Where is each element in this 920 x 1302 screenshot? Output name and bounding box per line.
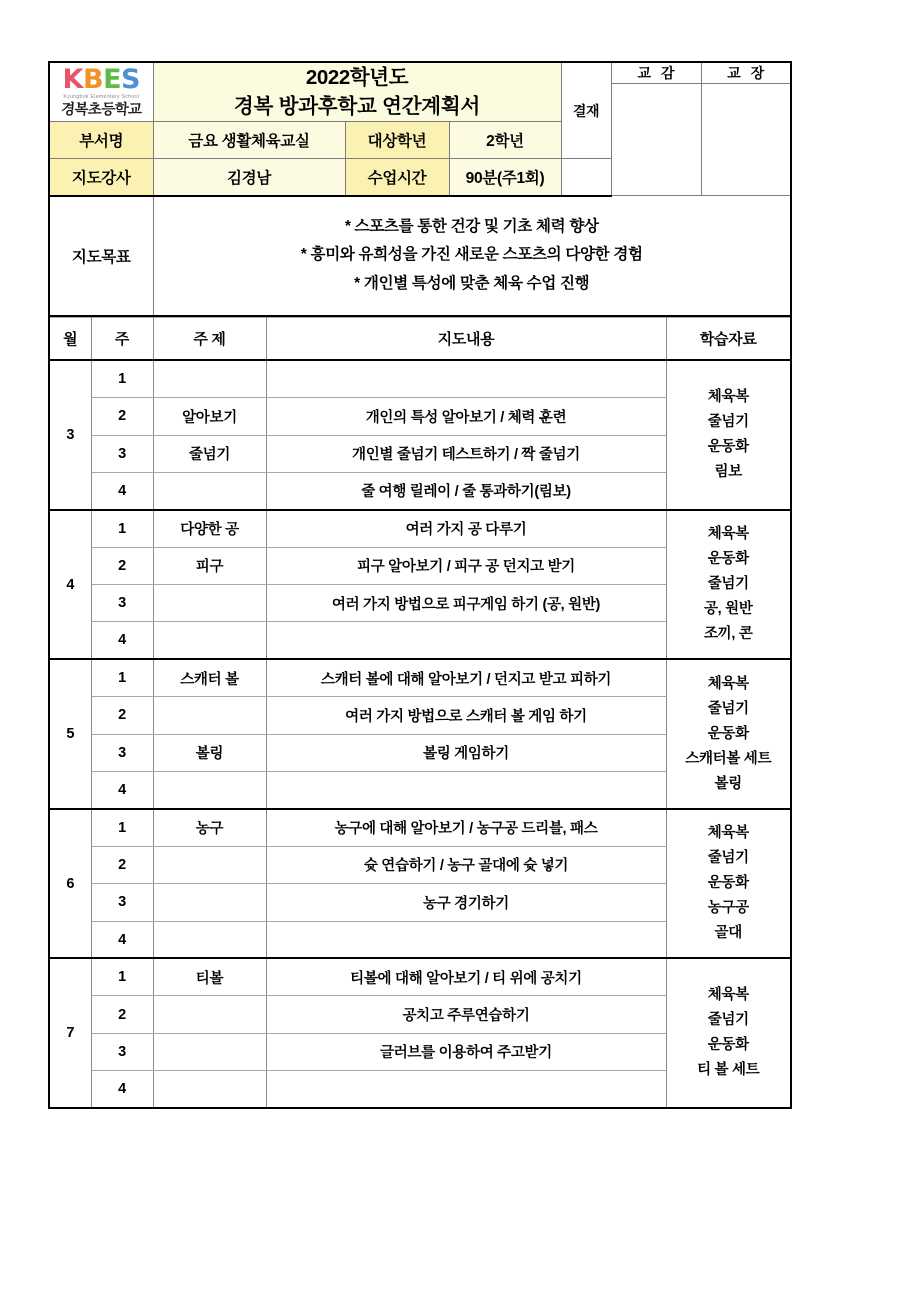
schedule-table bbox=[48, 317, 792, 1109]
material-item: 줄넘기 bbox=[707, 576, 749, 593]
goal-item: * 개인별 특성에 맞춘 체육 수업 진행 bbox=[354, 275, 590, 293]
cell-topic bbox=[153, 697, 266, 734]
cell-content bbox=[266, 360, 666, 397]
approval-column-principal: 교 장 bbox=[701, 62, 791, 84]
goal-item: * 스포츠를 통한 건강 및 기초 체력 향상 bbox=[344, 217, 599, 235]
cell-month: 3 bbox=[49, 360, 91, 510]
cell-week: 4 bbox=[91, 772, 153, 809]
cell-content: 피구 알아보기 / 피구 공 던지고 받기 bbox=[266, 547, 666, 584]
material-item: 체육복 bbox=[707, 987, 749, 1004]
material-item: 운동화 bbox=[707, 551, 749, 568]
cell-topic bbox=[153, 772, 266, 809]
material-item: 골대 bbox=[714, 925, 742, 942]
dept-value: 금요 생활체육교실 bbox=[153, 122, 345, 159]
goals-label: 지도목표 bbox=[49, 196, 153, 316]
cell-week: 1 bbox=[91, 360, 153, 397]
cell-content: 농구에 대해 알아보기 / 농구공 드리블, 패스 bbox=[266, 809, 666, 846]
cell-content bbox=[266, 772, 666, 809]
cell-content: 여러 가지 공 다루기 bbox=[266, 510, 666, 547]
cell-topic bbox=[153, 622, 266, 659]
cell-week: 4 bbox=[91, 622, 153, 659]
cell-month: 5 bbox=[49, 659, 91, 809]
cell-topic: 농구 bbox=[153, 809, 266, 846]
cell-content bbox=[266, 622, 666, 659]
cell-content: 개인별 줄넘기 테스트하기 / 짝 줄넘기 bbox=[266, 435, 666, 472]
cell-materials bbox=[666, 510, 791, 660]
column-header-week: 주 bbox=[91, 317, 153, 360]
approval-signature-principal[interactable] bbox=[701, 84, 791, 196]
cell-week: 4 bbox=[91, 1071, 153, 1108]
cell-topic bbox=[153, 472, 266, 509]
cell-week: 4 bbox=[91, 921, 153, 958]
schedule-header-row bbox=[49, 317, 791, 360]
approval-column-vice-principal: 교 감 bbox=[611, 62, 701, 84]
material-item: 농구공 bbox=[707, 900, 749, 917]
cell-week: 2 bbox=[91, 398, 153, 435]
column-header-month: 월 bbox=[49, 317, 91, 360]
goal-item: * 흥미와 유희성을 가진 새로운 스포츠의 다양한 경험 bbox=[300, 246, 643, 264]
cell-week: 3 bbox=[91, 585, 153, 622]
material-item: 운동화 bbox=[707, 1037, 749, 1054]
cell-topic bbox=[153, 1071, 266, 1108]
cell-content bbox=[266, 921, 666, 958]
plan-document bbox=[48, 61, 790, 1109]
material-item: 림보 bbox=[714, 463, 742, 480]
cell-month: 6 bbox=[49, 809, 91, 959]
cell-week: 1 bbox=[91, 659, 153, 696]
cell-week: 2 bbox=[91, 547, 153, 584]
approval-label: 결재 bbox=[561, 62, 611, 159]
cell-week: 3 bbox=[91, 734, 153, 771]
grade-label: 대상학년 bbox=[345, 122, 449, 159]
cell-content: 공치고 주루연습하기 bbox=[266, 996, 666, 1033]
cell-content: 여러 가지 방법으로 스캐터 볼 게임 하기 bbox=[266, 697, 666, 734]
material-item: 운동화 bbox=[707, 725, 749, 742]
cell-content: 슛 연습하기 / 농구 골대에 슛 넣기 bbox=[266, 846, 666, 883]
time-value: 90분(주1회) bbox=[449, 159, 561, 196]
table-row bbox=[49, 958, 791, 995]
goals-body bbox=[153, 196, 791, 316]
table-row bbox=[49, 510, 791, 547]
material-item: 체육복 bbox=[707, 526, 749, 543]
cell-content: 볼링 게임하기 bbox=[266, 734, 666, 771]
grade-value: 2학년 bbox=[449, 122, 561, 159]
material-item: 공, 원반 bbox=[703, 601, 753, 618]
cell-topic: 볼링 bbox=[153, 734, 266, 771]
material-item: 줄넘기 bbox=[707, 414, 749, 431]
cell-content: 글러브를 이용하여 주고받기 bbox=[266, 1033, 666, 1070]
table-row bbox=[49, 659, 791, 696]
title-main: 경복 방과후학교 연간계획서 bbox=[233, 95, 481, 119]
cell-materials bbox=[666, 958, 791, 1108]
cell-topic: 피구 bbox=[153, 547, 266, 584]
material-item: 체육복 bbox=[707, 675, 749, 692]
cell-topic bbox=[153, 1033, 266, 1070]
cell-materials bbox=[666, 360, 791, 510]
table-row bbox=[49, 809, 791, 846]
material-item: 운동화 bbox=[707, 439, 749, 455]
approval-signature-vice-principal[interactable] bbox=[611, 84, 701, 196]
dept-label: 부서명 bbox=[49, 122, 153, 159]
cell-week: 3 bbox=[91, 884, 153, 921]
logo-acronym: KBES bbox=[62, 64, 140, 96]
cell-topic: 알아보기 bbox=[153, 398, 266, 435]
cell-content: 여러 가지 방법으로 피구게임 하기 (공, 원반) bbox=[266, 585, 666, 622]
cell-topic bbox=[153, 921, 266, 958]
table-row bbox=[49, 360, 791, 397]
material-item: 운동화 bbox=[707, 875, 749, 892]
cell-week: 2 bbox=[91, 996, 153, 1033]
cell-week: 3 bbox=[91, 1033, 153, 1070]
material-item: 줄넘기 bbox=[707, 1012, 749, 1029]
title-year: 2022학년도 bbox=[305, 66, 409, 89]
cell-week: 3 bbox=[91, 435, 153, 472]
cell-week: 4 bbox=[91, 472, 153, 509]
logo-english-name: Kyungbok Elementary School bbox=[63, 94, 140, 101]
column-header-materials: 학습자료 bbox=[666, 317, 791, 360]
cell-topic: 스캐터 볼 bbox=[153, 659, 266, 696]
cell-topic bbox=[153, 360, 266, 397]
material-item: 체육복 bbox=[707, 389, 749, 406]
cell-week: 1 bbox=[91, 510, 153, 547]
cell-content: 농구 경기하기 bbox=[266, 884, 666, 921]
header-table bbox=[48, 61, 792, 317]
cell-topic bbox=[153, 585, 266, 622]
teacher-label: 지도강사 bbox=[49, 159, 153, 196]
cell-content: 개인의 특성 알아보기 / 체력 훈련 bbox=[266, 398, 666, 435]
cell-materials bbox=[666, 659, 791, 809]
cell-content: 티볼에 대해 알아보기 / 티 위에 공치기 bbox=[266, 958, 666, 995]
cell-content: 줄 여행 릴레이 / 줄 통과하기(림보) bbox=[266, 472, 666, 509]
material-item: 스캐터볼 세트 bbox=[685, 750, 772, 767]
cell-week: 1 bbox=[91, 809, 153, 846]
approval-label-spacer bbox=[561, 159, 611, 196]
cell-month: 7 bbox=[49, 958, 91, 1108]
cell-week: 2 bbox=[91, 697, 153, 734]
material-item: 볼링 bbox=[714, 775, 742, 792]
logo-korean-name: 경복초등학교 bbox=[60, 102, 143, 119]
cell-content bbox=[266, 1071, 666, 1108]
teacher-value: 김경남 bbox=[153, 159, 345, 196]
column-header-content: 지도내용 bbox=[266, 317, 666, 360]
material-item: 티 볼 세트 bbox=[697, 1062, 760, 1079]
cell-week: 2 bbox=[91, 846, 153, 883]
column-header-topic: 주 제 bbox=[153, 317, 266, 360]
cell-topic: 다양한 공 bbox=[153, 510, 266, 547]
time-label: 수업시간 bbox=[345, 159, 449, 196]
material-item: 줄넘기 bbox=[707, 700, 749, 717]
cell-materials bbox=[666, 809, 791, 959]
cell-topic bbox=[153, 846, 266, 883]
cell-month: 4 bbox=[49, 510, 91, 660]
material-item: 조끼, 콘 bbox=[703, 625, 753, 642]
cell-topic bbox=[153, 884, 266, 921]
cell-topic bbox=[153, 996, 266, 1033]
document-title bbox=[153, 62, 561, 122]
cell-content: 스캐터 볼에 대해 알아보기 / 던지고 받고 피하기 bbox=[266, 659, 666, 696]
cell-topic: 줄넘기 bbox=[153, 435, 266, 472]
material-item: 체육복 bbox=[707, 825, 749, 842]
school-logo bbox=[49, 62, 153, 122]
cell-topic: 티볼 bbox=[153, 958, 266, 995]
material-item: 줄넘기 bbox=[707, 850, 749, 867]
cell-week: 1 bbox=[91, 958, 153, 995]
